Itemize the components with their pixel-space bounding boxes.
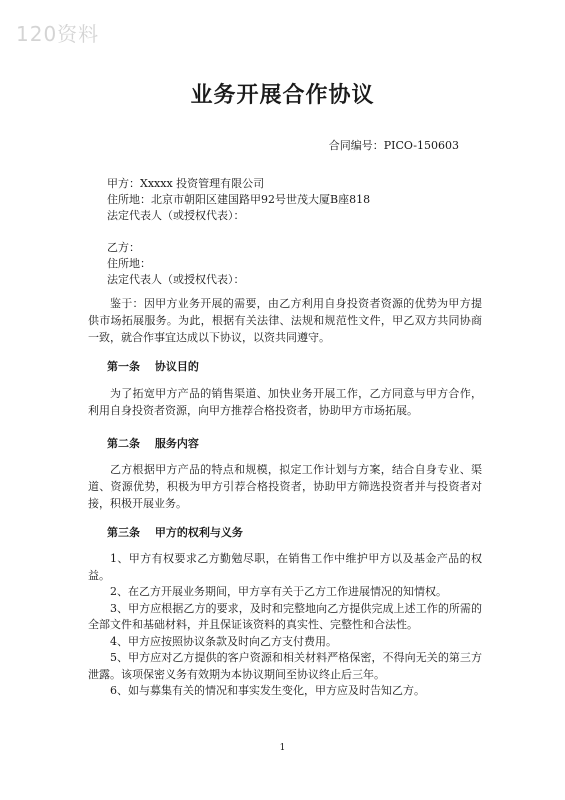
clause-item: 5、甲方应对乙方提供的客户资源和相关材料严格保密，不得向无关的第三方泄露。该项保密义务有效期为本协议期间至协议终止后三年。 — [88, 651, 482, 681]
article-2-text: 乙方根据甲方产品的特点和规模，拟定工作计划与方案，结合自身专业、渠道、资源优势，积极为甲方引荐合格投资者，协助甲方筛选投资者并与投资者对接，积极开展业务。 — [88, 463, 482, 510]
clause-item: 6、如与募集有关的情况和事实发生变化，甲方应及时告知乙方。 — [110, 684, 425, 697]
party-a-representative: 法定代表人（或授权代表）： — [107, 209, 245, 222]
page-number: 1 — [279, 743, 286, 753]
article-3-heading: 第三条 甲方的权利与义务 — [107, 526, 243, 539]
document-title: 业务开展合作协议 — [190, 83, 375, 108]
contract-number: 合同编号：PICO-150603 — [328, 139, 459, 152]
article-3-clauses — [88, 551, 482, 700]
party-b-block — [107, 240, 482, 288]
party-b-representative: 法定代表人（或授权代表）： — [107, 273, 245, 286]
party-b-name: 乙方： — [107, 241, 140, 254]
clause-item: 1、甲方有权要求乙方勤勉尽职，在销售工作中维护甲方以及基金产品的权益。 — [88, 552, 482, 582]
party-b-address: 住所地： — [107, 257, 151, 270]
clause-item: 3、甲方应根据乙方的要求，及时和完整地向乙方提供完成上述工作的所需的全部文件和基础材料，并且保证该资料的真实性、完整性和合法性。 — [88, 601, 482, 631]
clause-item: 2、在乙方开展业务期间，甲方享有关于乙方工作进展情况的知情权。 — [110, 585, 447, 598]
preamble-paragraph: 鉴于：因甲方业务开展的需要，由乙方利用自身投资者资源的优势为甲方提供市场拓展服务。为此，根据有关法律、法规和规范性文件，甲乙双方共同协商一致，就合作事宜达成以下协议，以资共同遵守。 — [88, 297, 482, 344]
party-a-block — [107, 176, 482, 224]
party-a-name: 甲方：Xxxxx 投资管理有限公司 — [107, 177, 265, 190]
article-2-heading: 第二条 服务内容 — [107, 437, 199, 450]
clause-item: 4、甲方应按照协议条款及时向乙方支付费用。 — [110, 634, 337, 648]
article-1-text: 为了拓宽甲方产品的销售渠道、加快业务开展工作，乙方同意与甲方合作，利用自身投资者资源，向甲方推荐合格投资者，协助甲方市场拓展。 — [88, 387, 482, 417]
watermark: 120资料 — [16, 22, 100, 46]
party-a-address: 住所地：北京市朝阳区建国路甲92号世茂大厦B座818 — [107, 193, 371, 206]
article-1-heading: 第一条 协议目的 — [107, 360, 199, 373]
